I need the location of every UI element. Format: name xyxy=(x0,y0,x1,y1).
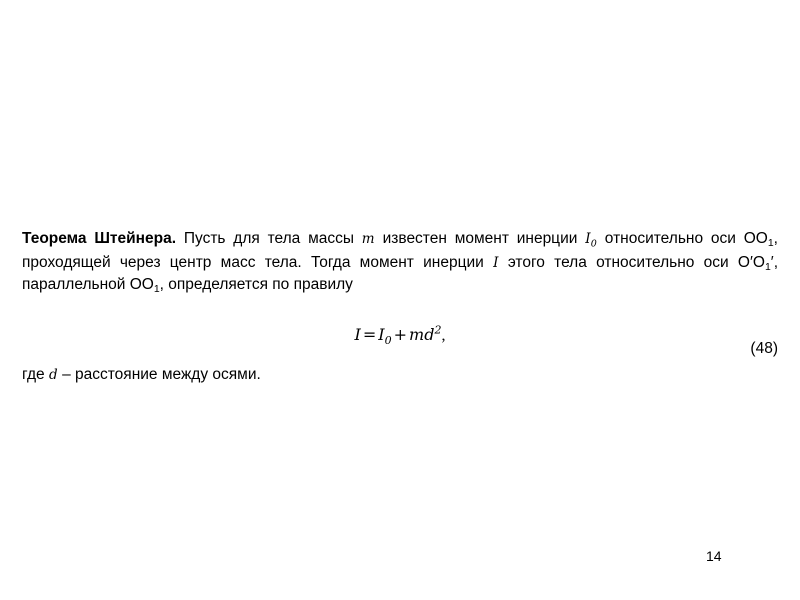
math-var-I0 xyxy=(585,231,597,250)
paragraph-seg-7: , определяется по правилу xyxy=(159,276,353,294)
theorem-title: Теорема Штейнера. xyxy=(22,230,177,247)
formula-comma: , xyxy=(441,327,446,345)
formula-rhs-d-exponent: 2 xyxy=(434,324,442,337)
formula-rhs-I: I xyxy=(378,325,385,345)
formula-rhs-m: m xyxy=(409,325,425,345)
slide-body xyxy=(22,228,779,383)
theorem-paragraph xyxy=(22,228,778,297)
axis-subscript-3: 1 xyxy=(153,283,160,296)
definition-suffix: – расстояние между осями. xyxy=(57,366,261,383)
page-number: 14 xyxy=(706,548,722,564)
math-var-m: m xyxy=(361,231,375,247)
paragraph-seg-6: ′, параллельной OO xyxy=(22,253,779,294)
axis-subscript-2: 1 xyxy=(764,260,771,273)
paragraph-seg-1: Пусть для тела массы xyxy=(176,230,362,247)
formula-rhs-d: d xyxy=(424,325,435,345)
formula-lhs: I xyxy=(354,325,361,345)
math-var-I: I xyxy=(493,254,499,271)
paragraph-seg-5: этого тела относительно оси O′O xyxy=(498,253,765,271)
math-var-I0-base: I xyxy=(585,231,591,247)
formula-equals: = xyxy=(362,325,377,345)
paragraph-seg-4: , проходящей через центр масс тела. Тогда момент инерции xyxy=(22,230,778,271)
math-var-d: d xyxy=(48,367,58,383)
formula-rhs-I-subscript: 0 xyxy=(384,334,392,348)
equation-number: (48) xyxy=(750,340,778,357)
definition-prefix: где xyxy=(22,366,49,383)
paragraph-seg-3: относительно оси OO xyxy=(596,230,768,247)
definition-line xyxy=(22,366,778,384)
formula-plus: + xyxy=(393,325,408,345)
math-var-I0-subscript: 0 xyxy=(590,238,597,250)
paragraph-seg-2: известен момент инерции xyxy=(374,230,586,247)
axis-subscript-1: 1 xyxy=(767,237,774,249)
